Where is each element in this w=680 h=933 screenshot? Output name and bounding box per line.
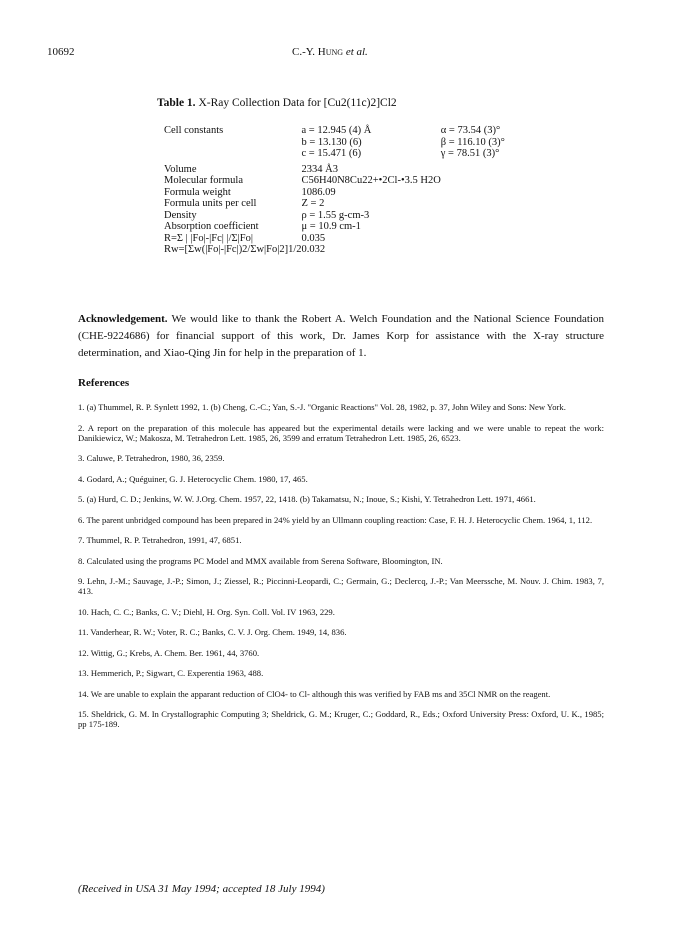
row-value-2: α = 73.54 (3)° (440, 125, 501, 136)
row-label: Absorption coefficient (164, 221, 259, 232)
running-head-prefix: C.-Y. (292, 46, 318, 58)
row-value-2 (441, 198, 505, 210)
row-value-2 (441, 244, 505, 256)
row-label: Molecular formula (164, 175, 244, 186)
row-value: 2334 Å3 (301, 163, 338, 175)
table-row (164, 137, 505, 149)
table-row (164, 187, 505, 199)
reference-item: 6. The parent unbridged compound has been prepared in 24% yield by an Ullmann coupling reaction: Case, F. H. J. Heterocyclic Chem. 1964, 1, 112. (78, 514, 593, 525)
received-dates: (Received in USA 31 May 1994; accepted 18 July 1994) (78, 883, 325, 895)
running-head-suffix: et al. (343, 46, 368, 58)
reference-item: 10. Hach, C. C.; Banks, C. V.; Diehl, H. Org. Syn. Coll. Vol. IV 1963, 229. (78, 606, 335, 617)
row-value: 1086.09 (301, 186, 336, 198)
table-row (164, 175, 505, 187)
table-row (164, 221, 505, 233)
reference-item: 11. Vanderhear, R. W.; Voter, R. C.; Banks, C. V. J. Org. Chem. 1949, 14, 836. (78, 627, 347, 637)
row-value-2 (441, 160, 505, 176)
row-label: Formula units per cell (164, 198, 257, 209)
row-label (164, 148, 302, 160)
page-number: 10692 (47, 46, 75, 58)
reference-item: 14. We are unable to explain the apparant reduction of ClO4- to Cl- although this was verified by FAB ms and 35Cl NMR on the reagent. (78, 688, 551, 699)
row-label: Cell constants (164, 125, 224, 136)
table-row (164, 125, 505, 137)
row-value: a = 12.945 (4) Å (301, 125, 372, 136)
reference-item: 3. Caluwe, P. Tetrahedron, 1980, 36, 2359. (78, 453, 225, 463)
acknowledgement (78, 311, 604, 362)
row-value: c = 15.471 (6) (301, 148, 362, 159)
row-value-2 (441, 210, 505, 222)
row-value: C56H40N8Cu22+•2Cl-•3.5 H2O (301, 175, 441, 186)
row-value: 0.035 (301, 232, 326, 244)
acknowledgement-heading: Acknowledgement. (78, 313, 168, 325)
row-value: 0.032 (301, 244, 326, 255)
reference-item: 13. Hemmerich, P.; Sigwart, C. Experentia 1963, 488. (78, 668, 264, 678)
row-label (164, 137, 302, 149)
table-row (164, 198, 505, 210)
table-row (164, 233, 505, 245)
row-label: Density (164, 209, 197, 221)
row-value-2 (441, 221, 505, 233)
row-value: b = 13.130 (6) (301, 136, 362, 148)
reference-item: 2. A report on the preparation of this molecule has appeared but the experimental details were lacking and we were unable to repeat the work: Danikiewicz, W.; Makosza, M. Tetrahedron Lett. 1985, 26, 3599 and erratum Tetrahedron Lett. 1985, 26, 6523. (78, 422, 604, 443)
row-value: Z = 2 (301, 198, 325, 209)
xray-data-table (164, 125, 505, 256)
running-head-name: Hung (317, 46, 344, 58)
reference-item: 1. (a) Thummel, R. P. Synlett 1992, 1. (b) Cheng, C.-C.; Yan, S.-J. "Organic Reactions" Vol. 28, 1982, p. 37, John Wiley and Sons: New York. (78, 402, 566, 412)
row-label: Formula weight (164, 186, 231, 198)
reference-item: 7. Thummel, R. P. Tetrahedron, 1991, 47, 6851. (78, 535, 242, 545)
acknowledgement-text: We would like to thank the Robert A. Welch Foundation and the National Science Foundation (CHE-9224686) for financial support of this work, Dr. James Korp for assistance with the X-ray structure determination, and Xiao-Qing Jin for help in the preparation of 1. (78, 313, 604, 359)
reference-item: 9. Lehn, J.-M.; Sauvage, J.-P.; Simon, J.; Ziessel, R.; Piccinni-Leopardi, C.; Germain, G.; Declercq, J.-P.; Van Meerssche, M. Nouv. J. Chim. 1983, 7, 413. (78, 576, 604, 596)
reference-item: 5. (a) Hurd, C. D.; Jenkins, W. W. J.Org. Chem. 1957, 22, 1418. (b) Takamatsu, N.; Inoue, S.; Kishi, Y. Tetrahedron Lett. 1971, 4661. (78, 494, 536, 504)
table-title: X-Ray Collection Data for [Cu2(11c)2]Cl2 (198, 97, 397, 109)
table-caption (157, 97, 397, 109)
row-label: Rw=[Σw(|Fo|-|Fc|)2/Σw|Fo|2]1/2 (164, 244, 302, 255)
row-label: Volume (164, 163, 197, 175)
row-label: R=Σ | |Fo|-|Fc| |/Σ|Fo| (164, 232, 253, 244)
row-value: ρ = 1.55 g-cm-3 (301, 209, 370, 221)
table-row (164, 210, 505, 222)
reference-item: 15. Sheldrick, G. M. In Crystallographic Computing 3; Sheldrick, G. M.; Kruger, C.; Goddard, R., Eds.; Oxford University Press: Oxford, U. K., 1985; pp 175-189. (78, 709, 604, 729)
table-row (164, 244, 505, 256)
table-row (164, 148, 505, 160)
row-value-2 (441, 187, 505, 199)
row-value: μ = 10.9 cm-1 (301, 221, 361, 232)
running-head (292, 46, 368, 58)
reference-item: 8. Calculated using the programs PC Model and MMX available from Serena Software, Bloomington, IN. (78, 555, 443, 566)
table-row (164, 160, 505, 176)
row-value-2: γ = 78.51 (3)° (440, 148, 500, 159)
references-heading: References (78, 377, 130, 389)
row-value-2: β = 116.10 (3)° (440, 136, 505, 148)
reference-item: 4. Godard, A.; Quéguiner, G. J. Heterocyclic Chem. 1980, 17, 465. (78, 473, 308, 484)
row-value-2 (441, 233, 505, 245)
row-value-2 (441, 175, 505, 187)
reference-item: 12. Wittig, G.; Krebs, A. Chem. Ber. 1961, 44, 3760. (78, 647, 260, 658)
table-label: Table 1. (157, 97, 196, 109)
references-list (78, 402, 604, 740)
